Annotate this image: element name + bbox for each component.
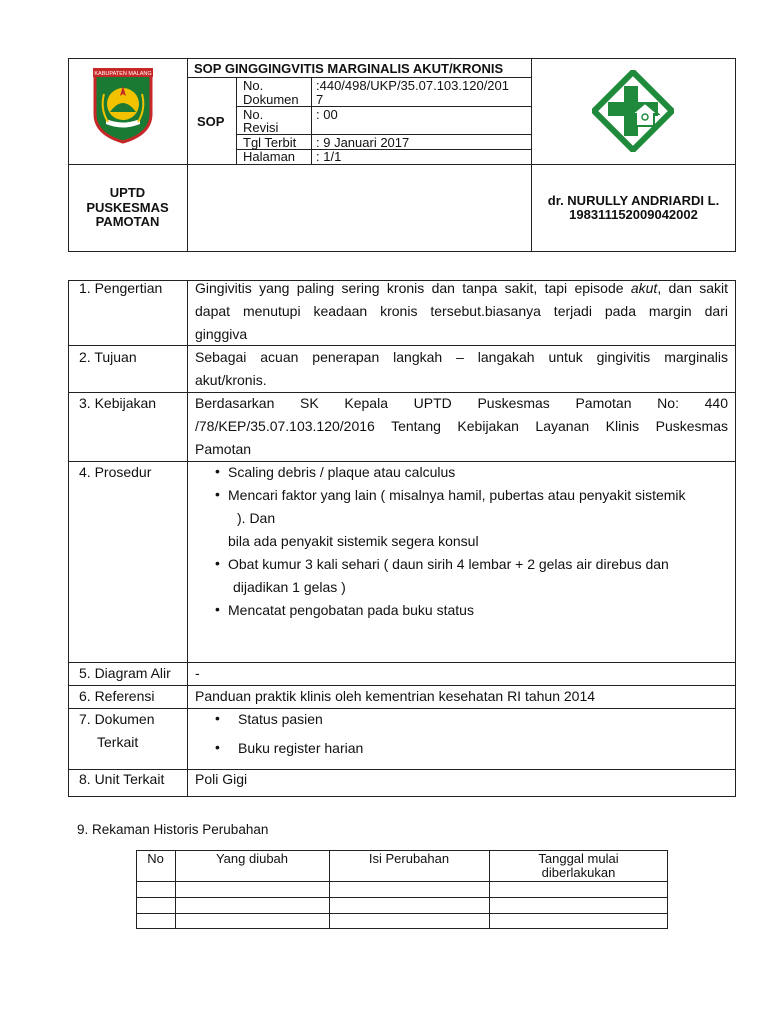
kebijakan-line-2: /78/KEP/35.07.103.120/2016 Tentang Kebijakan Layanan Klinis Puskesmas [195, 418, 728, 434]
puskesmas-logo [592, 70, 674, 152]
diagram-label: 5. Diagram Alir [79, 665, 171, 681]
sop-label: SOP [197, 114, 225, 129]
unit-value: Poli Gigi [195, 771, 248, 787]
unit-label: 8. Unit Terkait [79, 771, 165, 787]
tujuan-line-2: akut/kronis. [195, 372, 267, 388]
prosedur-item-2-line-3: bila ada penyakit sistemik segera konsul [228, 533, 479, 549]
history-col-no: No [147, 851, 164, 866]
history-col-tanggal-2: diberlakukan [541, 865, 616, 880]
halaman-value: : 1/1 [316, 149, 342, 164]
pengertian-text-b: , dan sakit [657, 280, 728, 296]
signer-nip: 198311152009042002 [569, 207, 698, 222]
no-revisi-label-2: Revisi [243, 120, 279, 135]
no-dokumen-label-2: Dokumen [243, 92, 299, 107]
prosedur-item-2-line-2: ). Dan [237, 510, 276, 526]
org-line-2: PUSKESMAS [86, 200, 169, 215]
pengertian-label: 1. Pengertian [79, 280, 163, 296]
no-revisi-label-1: No. [243, 107, 264, 122]
kebijakan-line-1: Berdasarkan SK Kepala UPTD Puskesmas Pamotan No: 440 [195, 395, 728, 411]
dokumen-item-1: Status pasien [238, 711, 323, 727]
pengertian-text-em: akut [630, 280, 658, 296]
pengertian-text-a: Gingivitis yang paling sering kronis dan tanpa sakit, tapi episode [195, 280, 631, 296]
bullet-icon: • [215, 739, 220, 755]
org-line-3: PAMOTAN [95, 214, 160, 229]
referensi-label: 6. Referensi [79, 688, 155, 704]
diagram-value: - [195, 665, 200, 681]
dokumen-label-1: 7. Dokumen [79, 711, 155, 727]
no-revisi-value: : 00 [316, 107, 338, 122]
prosedur-label: 4. Prosedur [79, 464, 152, 480]
history-col-isi-perubahan: Isi Perubahan [368, 851, 450, 866]
tgl-terbit-label: Tgl Terbit [243, 135, 297, 150]
org-line-1: UPTD [109, 185, 146, 200]
prosedur-item-3-line-2: dijadikan 1 gelas ) [233, 579, 346, 595]
bullet-icon: • [215, 710, 220, 726]
bullet-icon: • [215, 601, 220, 617]
dokumen-label-2: Terkait [97, 734, 139, 750]
bullet-icon: • [215, 486, 220, 502]
history-title: 9. Rekaman Historis Perubahan [77, 822, 269, 837]
tujuan-label: 2. Tujuan [79, 349, 137, 365]
signer-name: dr. NURULLY ANDRIARDI L. [547, 193, 720, 208]
bullet-icon: • [215, 555, 220, 571]
pengertian-line-1 [195, 277, 728, 300]
no-dokumen-value-2: 7 [316, 92, 324, 107]
referensi-value: Panduan praktik klinis oleh kementrian kesehatan RI tahun 2014 [195, 688, 596, 704]
no-dokumen-label-1: No. [243, 78, 264, 93]
bullet-icon: • [215, 463, 220, 479]
no-dokumen-value-1: :440/498/UKP/35.07.103.120/201 [316, 78, 509, 93]
document-title: SOP GINGGINGVITIS MARGINALIS AKUT/KRONIS [194, 61, 504, 76]
kebijakan-line-3: Pamotan [195, 441, 252, 457]
prosedur-item-2-line-1: Mencari faktor yang lain ( misalnya hamil, pubertas atau penyakit sistemik [228, 487, 686, 503]
halaman-label: Halaman [243, 149, 296, 164]
emblem-text: KABUPATEN MALANG [94, 71, 152, 77]
tgl-terbit-value: : 9 Januari 2017 [316, 135, 410, 150]
dokumen-item-2: Buku register harian [238, 740, 364, 756]
pengertian-line-2: dapat menutupi keadaan kronis tersebut.biasanya terjadi pada margin dari [195, 303, 728, 319]
tujuan-line-1: Sebagai acuan penerapan langkah – langakah untuk gingivitis marginalis [195, 349, 728, 365]
prosedur-item-1: Scaling debris / plaque atau calculus [228, 464, 456, 480]
prosedur-item-3-line-1: Obat kumur 3 kali sehari ( daun sirih 4 lembar + 2 gelas air direbus dan [228, 556, 669, 572]
history-col-yang-diubah: Yang diubah [215, 851, 289, 866]
kebijakan-label: 3. Kebijakan [79, 395, 157, 411]
prosedur-item-4: Mencatat pengobatan pada buku status [228, 602, 474, 618]
pengertian-line-3: ginggiva [195, 326, 248, 342]
history-col-tanggal-1: Tanggal mulai [538, 851, 619, 866]
kabupaten-malang-emblem [90, 64, 156, 144]
